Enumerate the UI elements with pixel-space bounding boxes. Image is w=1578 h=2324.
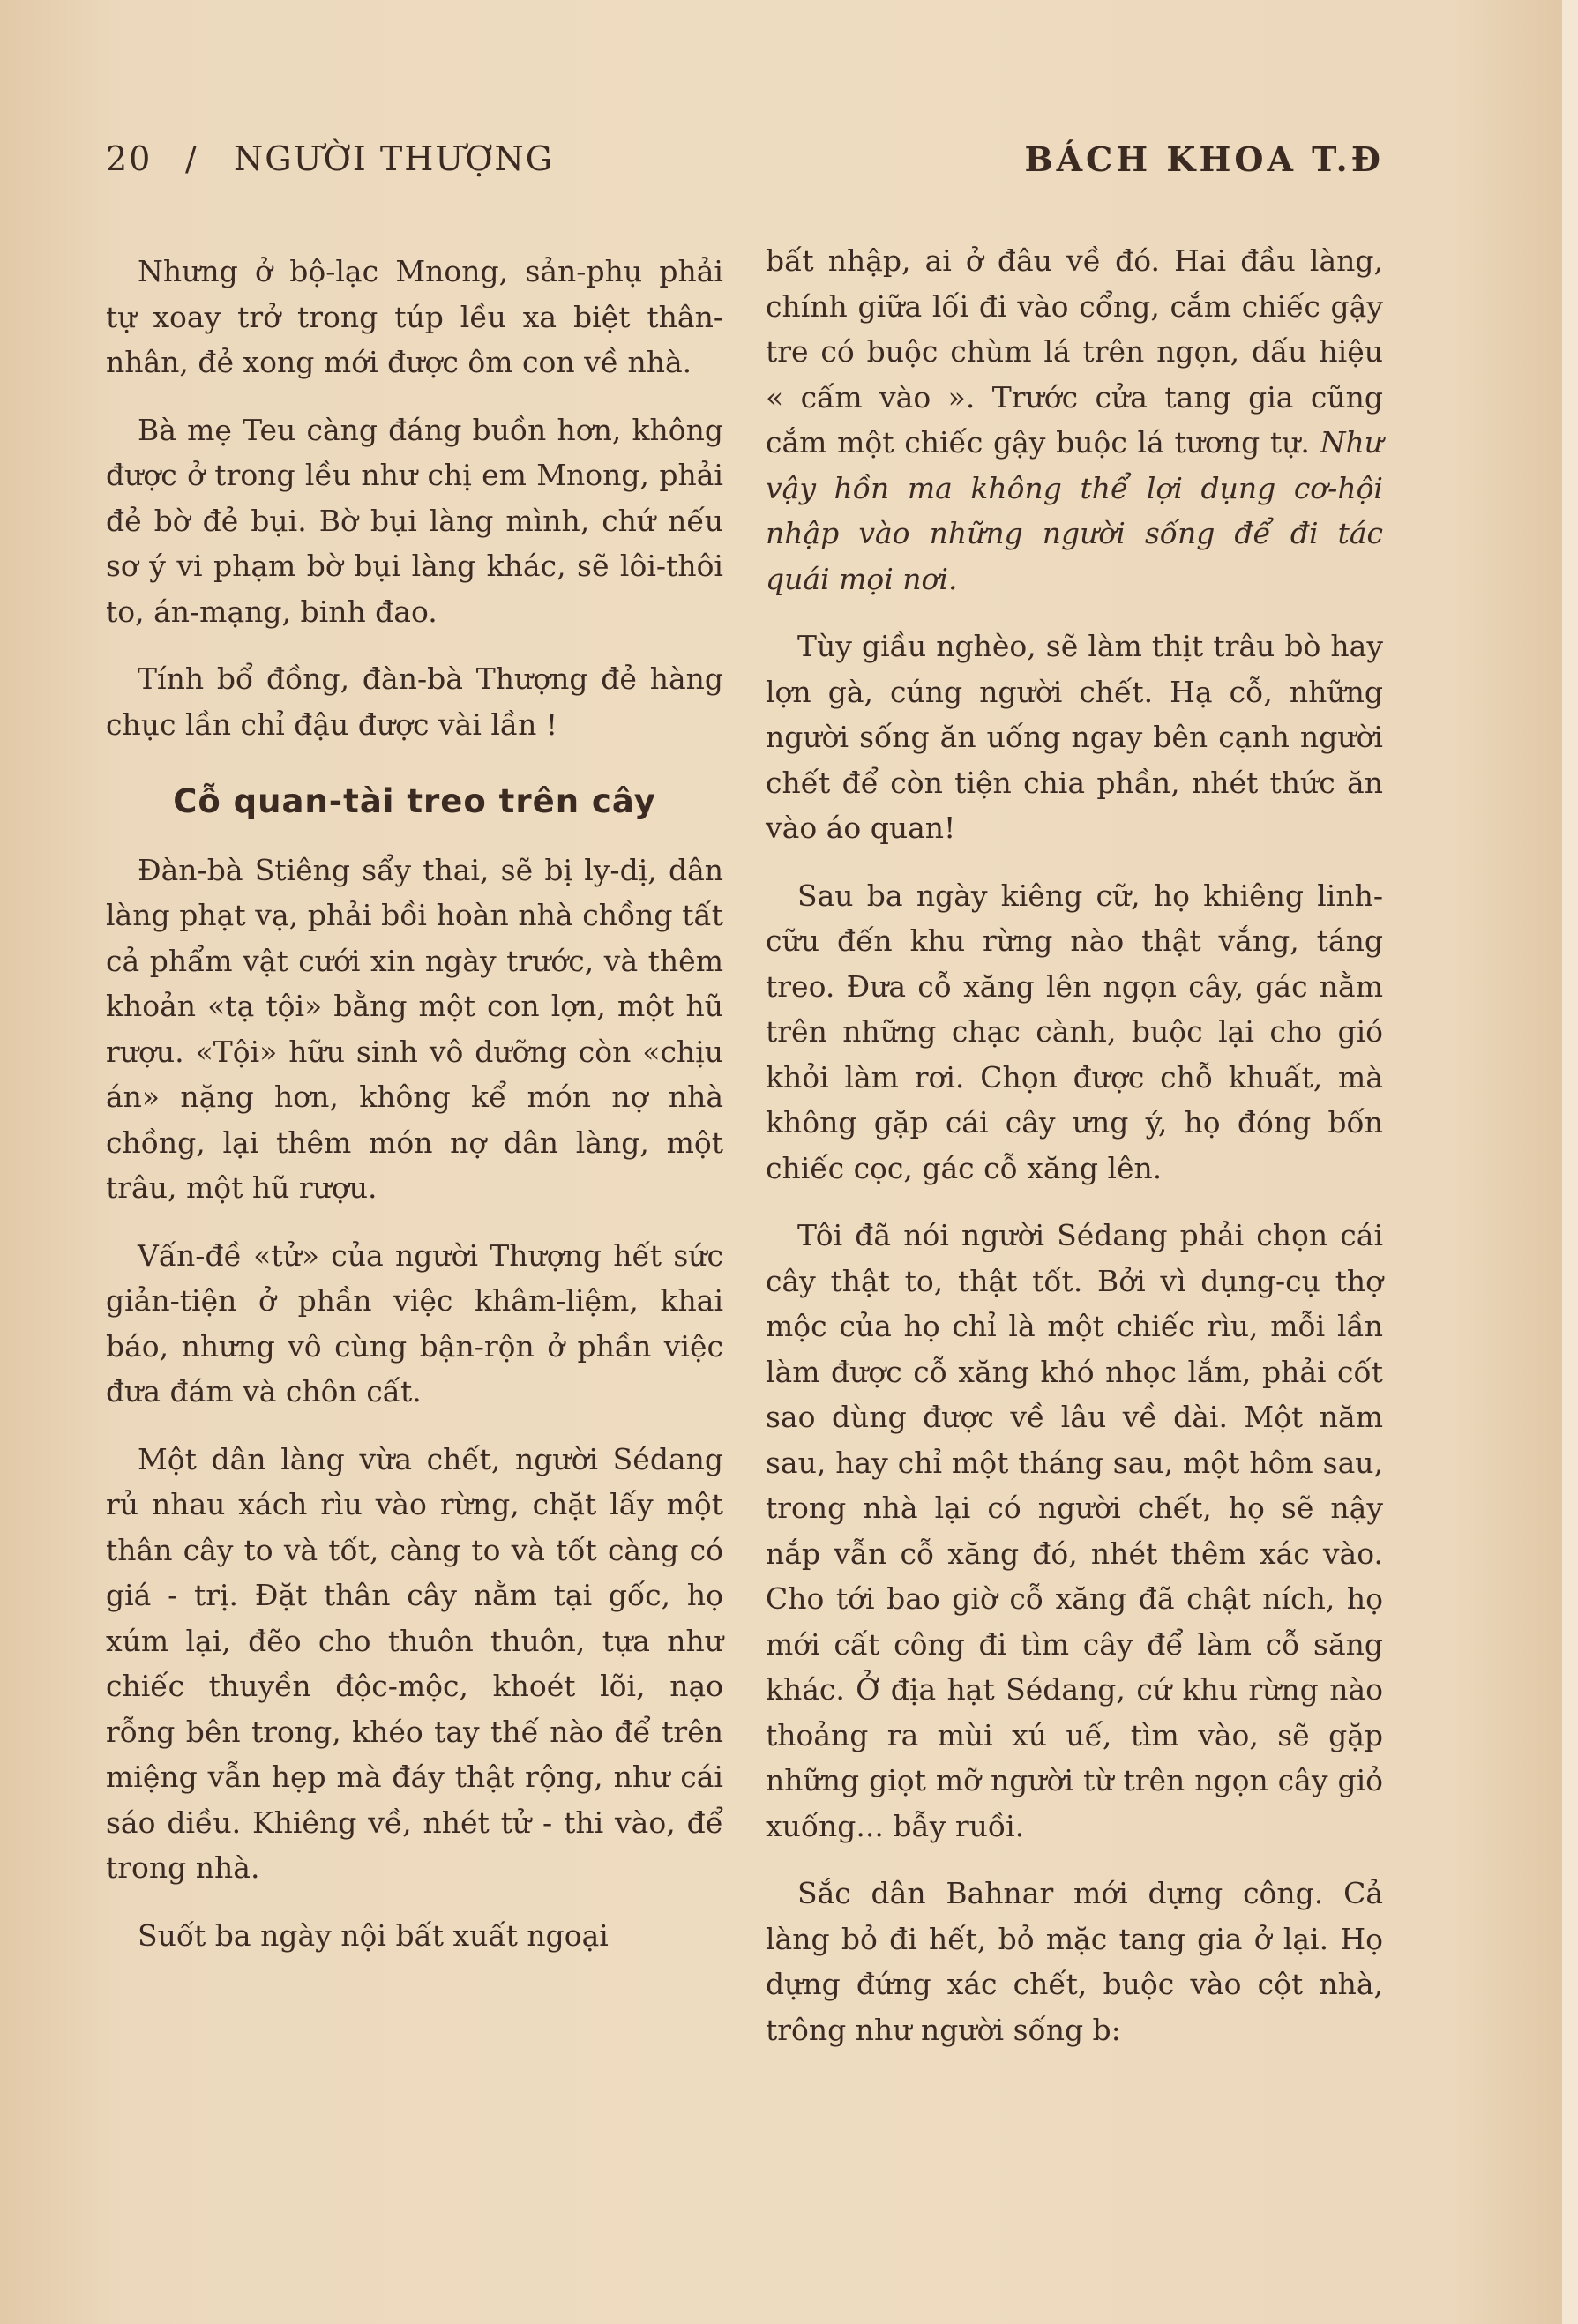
paragraph: Tôi đã nói người Sédang phải chọn cái cây thật to, thật tốt. Bởi vì dụng-cụ thợ mộc của họ chỉ là một chiếc rìu, mỗi lần làm được cỗ xăng khó nhọc lắm, phải cốt sao dùng được về lâu về dài. Một năm sau, hay chỉ một tháng sau, một hôm sau, trong nhà lại có người chết, họ sẽ nậy nắp vẫn cỗ xăng đó, nhét thêm xác vào. Cho tới bao giờ cỗ xăng đã chật ních, họ mới cất công đi tìm cây để làm cỗ săng khác. Ở địa hạt Sédang, cứ khu rừng nào thoảng ra mùi xú uế, tìm vào, sẽ gặp những giọt mỡ người từ trên ngọn cây giỏ xuống... bẫy ruồi. [766,1218,1383,1843]
page-edge [1562,0,1578,2324]
paragraph: Một dân làng vừa chết, người Sédang rủ nhau xách rìu vào rừng, chặt lấy một thân cây to và tốt, càng to và tốt càng có giá - trị. Đặt thân cây nằm tại gốc, họ xúm lại, đẽo cho thuôn thuôn, tựa như chiếc thuyền độc-mộc, khoét lõi, nạo rỗng bên trong, khéo tay thế nào để trên miệng vẫn hẹp mà đáy thật rộng, như cái sáo diều. Khiêng về, nhét tử - thi vào, để trong nhà. [106,1441,723,1885]
paragraph: Suốt ba ngày nội bất xuất ngoại [138,1917,609,1953]
paragraph: Tính bổ đồng, đàn-bà Thượng đẻ hàng chục lần chỉ đậu được vài lần ! [106,661,723,742]
paragraph: Sau ba ngày kiêng cữ, họ khiêng linh-cữu đến khu rừng nào thật vắng, táng treo. Đưa cỗ xăng lên ngọn cây, gác nằm trên những chạc cành, buộc lại cho gió khỏi làm rơi. Chọn được chỗ khuất, mà không gặp cái cây ưng ý, họ đóng bốn chiếc cọc, gác cỗ xăng lên. [766,878,1383,1185]
header-separator: / [185,139,198,178]
paragraph: Sắc dân Bahnar mới dựng công. Cả làng bỏ đi hết, bỏ mặc tang gia ở lại. Họ dựng đứng xác chết, buộc vào cột nhà, trông như người sống b: [766,1876,1383,2047]
subheading: Cỗ quan-tài treo trên cây [173,782,656,820]
italic-text: Như vậy hồn ma không thể lợi dụng cơ-hội nhập vào những người sống để đi tác quái mọi nơi. [766,425,1383,596]
paragraph-text: bất nhập, ai ở đâu về đó. Hai đầu làng, chính giữa lối đi vào cổng, cắm chiếc gậy tre có buộc chùm lá trên ngọn, dấu hiệu « cấm vào ». Trước cửa tang gia cũng cắm một chiếc gậy buộc lá tương tự. [766,243,1383,460]
paragraph: Tùy giầu nghèo, sẽ làm thịt trâu bò hay lợn gà, cúng người chết. Hạ cỗ, những người sống ăn uống ngay bên cạnh người chết để còn tiện chia phần, nhét thức ăn vào áo quan! [766,629,1383,845]
paragraph: Vấn-đề «tử» của người Thượng hết sức giản-tiện ở phần việc khâm-liệm, khai báo, nhưng vô cùng bận-rộn ở phần việc đưa đám và chôn cất. [106,1237,723,1409]
magazine-name: BÁCH KHOA T.Đ [1024,139,1384,179]
page-number: 20 [106,139,153,178]
paragraph: Bà mẹ Teu càng đáng buồn hơn, không được ở trong lều như chị em Mnong, phải đẻ bờ đẻ bụi. Bờ bụi làng mình, chứ nếu sơ ý vi phạm bờ bụi làng khác, sẽ lôi-thôi to, án-mạng, binh đao. [106,412,723,629]
page-header [106,139,1384,183]
section-title: NGƯỜI THƯỢNG [234,139,555,178]
right-column [766,238,1383,2074]
left-column [106,249,723,1980]
paragraph: Đàn-bà Stiêng sẩy thai, sẽ bị ly-dị, dân làng phạt vạ, phải bồi hoàn nhà chồng tất cả phẩm vật cưới xin ngày trước, và thêm khoản «tạ tội» bằng một con lợn, một hũ rượu. «Tội» hữu sinh vô dưỡng còn «chịu án» nặng hơn, không kể món nợ nhà chồng, lại thêm món nợ dân làng, một trâu, một hũ rượu. [106,852,723,1205]
paragraph: Nhưng ở bộ-lạc Mnong, sản-phụ phải tự xoay trở trong túp lều xa biệt thân-nhân, đẻ xong mới được ôm con về nhà. [106,254,723,379]
paragraph [766,238,1383,602]
